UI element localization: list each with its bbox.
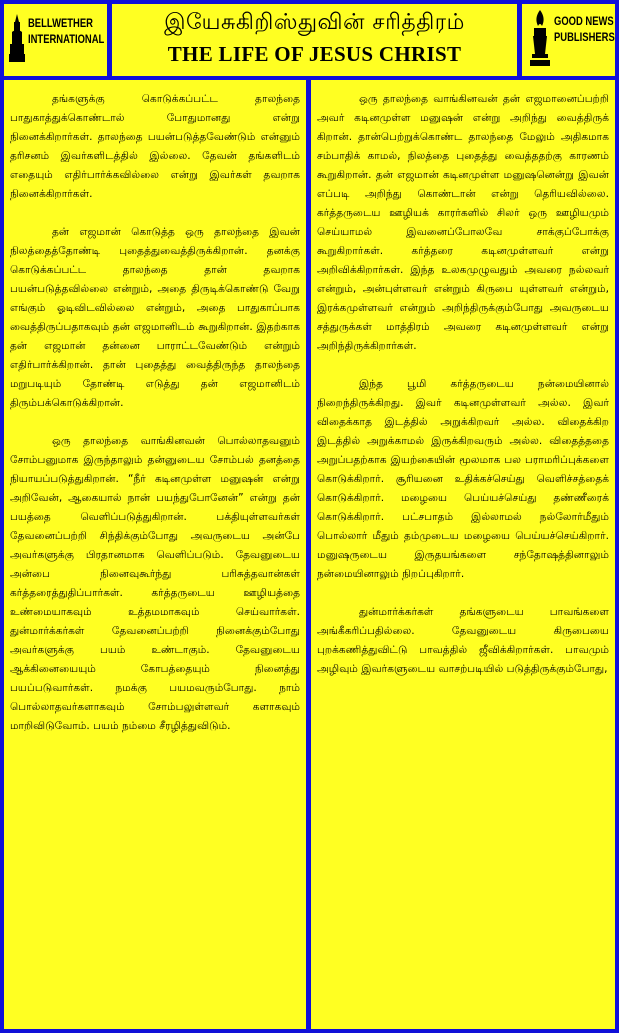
left-paragraph-3: ஒரு தாலந்தை வாங்கினவன் பொல்லாதவனும் சோம்பனுமாக இருந்தாலும் தன்னுடைய சோம்பல் தனத்தை நியாயப்படுத்துகிறான். “நீர் கடினமுள்ள மனுஷன் என்று அறிவேன், ஆகையால் நான் பயந்துபோனேன்” என்று தன் பயத்தை வெளிப்படுத்துகிறான். பக்தியுள்ளவர்கள் தேவனைப்பற்றி சிந்திக்கும்போது அவருடைய அன்பே அவர்களுக்கு பிரதானமாக வெளிப்படும். தேவனுடைய அன்பை நினைவுகூர்ந்து பரிசுத்தவான்கள் கர்த்தரைத்துதிப்பார்கள். கர்த்தருடைய ஊழியத்தை உண்மையாகவும் உத்தமமாகவும் செய்வார்கள். துன்மார்க்கர்கள் தேவனைப்பற்றி நினைக்கும்போது அவர்களுக்கு பயம் உண்டாகும். தேவனுடைய ஆக்கினையையும் கோபத்தையும் நினைத்து பயப்படுவார்கள். நமக்கு பயமவரும்போது. நாம் பொல்லாதவர்களாகவும் சோம்பலுள்ளவர் களாகவும் மாறிவிடுவோம். பயம் நம்மை சீரழித்துவிடும். bbox=[10, 435, 300, 732]
page-title-english: THE LIFE OF JESUS CHRIST bbox=[167, 42, 462, 66]
left-logo-line2: INTERNATIONAL bbox=[28, 34, 105, 46]
bellwether-logo bbox=[4, 4, 107, 76]
bell-tower-icon bbox=[9, 14, 25, 62]
hand-flame-icon bbox=[530, 10, 550, 68]
right-column bbox=[311, 80, 615, 1029]
page-title-tamil: இயேசுகிறிஸ்துவின் சரித்திரம் bbox=[164, 10, 465, 35]
title-banner bbox=[112, 4, 517, 76]
left-paragraph-1: தங்களுக்கு கொடுக்கப்பட்ட தாலந்தை பாதுகாத்துக்கொண்டால் போதுமானது என்று நினைக்கிறார்கள். தாலந்தை பயன்படுத்தவேண்டும் என்னும் தரிசனம் இவர்களிடத்தில் இல்லை. தேவன் தங்களிடம் எதையும் எதிர்பார்க்கவில்லை என்று இவர்கள் தவறாக நினைக்கிறார்கள். bbox=[10, 93, 300, 200]
good-news-logo bbox=[522, 4, 615, 76]
left-logo-line1: BELLWETHER bbox=[28, 18, 93, 30]
right-logo-line1: GOOD NEWS bbox=[554, 16, 614, 28]
right-paragraph-3: துன்மார்க்கர்கள் தங்களுடைய பாவங்களை அங்கீகரிப்பதில்லை. தேவனுடைய கிருபையை புறக்கணித்துவிட்டு பாவத்தில் ஜீவிக்கிறார்கள். பாவமும் அழிவும் இவர்களுடைய வாசற்படியில் படுத்திருக்கும்போது, bbox=[317, 606, 609, 675]
right-paragraph-1: ஒரு தாலந்தை வாங்கினவன் தன் எஜமானைப்பற்றி அவர் கடினமுள்ள மனுஷன் என்று அறிந்து வைத்திருக் கிறான். தான்பெற்றுக்கொண்ட தாலந்தை மேலும் அதிகமாக சம்பாதிக் காமல், நிலத்தை புதைத்து வைத்ததற்கு காரணம் கூறுகிறான். தன் எஜமான் கடினமுள்ள மனுஷனென்று இவன் எப்படி அறிந்து கொண்டான் என்று தெரியவில்லை. கர்த்தருடைய ஊழியக் காரர்களில் சிலர் ஒரு ஊழியமும் செய்யாமல் இவனைப்போலவே சாக்குப்போக்கு கூறுகிறார்கள். கர்த்தரை கடினமுள்ளவர் என்று அறிவிக்கிறார்கள். இந்த உலகமுழுவதும் அவரை நல்லவர் என்றும், அன்புள்ளவர் என்றும் கிருபை யுள்ளவர் என்றும், இரக்கமுள்ளவர் என்றும் அறிந்திருக்கும்போது அவருடைய சத்துருக்கள் மாத்திரம் அவரை கடினமுள்ளவர் என்று அறிந்திருக்கிறார்கள். bbox=[317, 93, 609, 352]
right-paragraph-2: இந்த பூமி கர்த்தருடைய நன்மையினால் நிறைந்திருக்கிறது. இவர் கடினமுள்ளவர் அல்ல. இவர் விதைக்காத இடத்தில் அறுக்கிறவர் அல்ல. விதைக்கிற இடத்தில் அறுக்காமல் இருக்கிறவரும் அல்ல. விதைத்ததை அறுப்பதற்காக இயற்கையின் மூலமாக பல பராமரிப்புக்களை கொடுக்கிறார். சூரியனை உதிக்கச்செய்து வெளிச்சத்தைக் கொடுக்கிறார். மழையை பெய்யச்செய்து தண்ணீரைக் கொடுக்கிறார். பட்சபாதம் இல்லாமல் நல்லோர்மீதும் பொல்லார் மீதும் தம்முடைய மழையை பெய்யச்செய்கிறார். மனுஷருடைய இருதயங்களை சந்தோஷத்தினாலும் நன்மையினாலும் நிறப்புகிறார். bbox=[317, 378, 609, 580]
right-logo-line2: PUBLISHERS bbox=[554, 32, 615, 44]
left-paragraph-2: தன் எஜமான் கொடுத்த ஒரு தாலந்தை இவன் நிலத்தைத்தோண்டி புதைத்துவைத்திருக்கிறான். தனக்கு கொடுக்கப்பட்ட தாலந்தை தான் தவறாக பயன்படுத்தவில்லை என்றும், அதை திருடிக்கொண்டு வேறு எங்கும் ஓடிவிடவில்லை என்றும், அதை பாதுகாப்பாக வைத்திருப்பதாகவும் தன் எஜமானிடம் கூறுகிறான். இதற்காக தன் எஜமான் தன்னை பாராட்டவேண்டும் என்றும் எதிர்பார்க்கிறான். தான் புதைத்து வைத்திருந்த தாலந்தை மறுபடியும் தோண்டி எடுத்து தன் எஜமானிடம் திரும்பக்கொடுக்கிறான். bbox=[10, 226, 300, 409]
left-column bbox=[4, 80, 306, 1029]
